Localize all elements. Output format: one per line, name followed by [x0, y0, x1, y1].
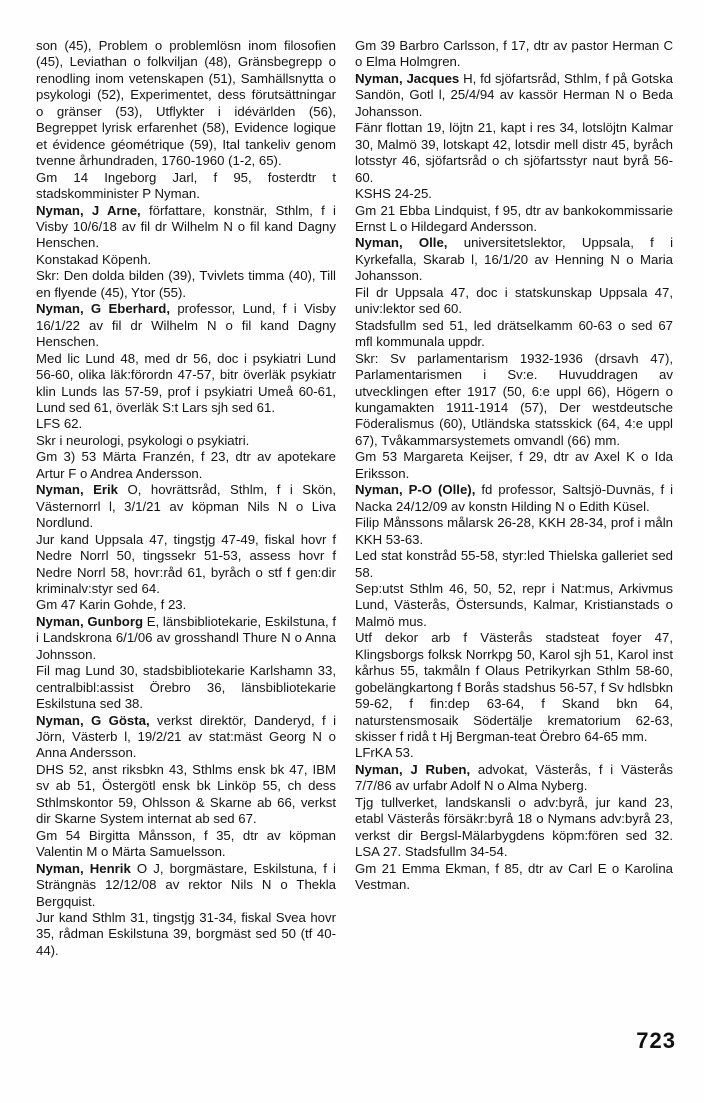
- entry-text: Jur kand Sthlm 31, tingstjg 31-34, fiskal Svea hovr 35, rådman Eskilstuna 39, borgmäst sed 50 (tf 40-44).: [36, 910, 336, 958]
- entry-paragraph: [36, 449, 336, 482]
- entry-paragraph: [355, 630, 673, 745]
- page-number: 723: [636, 1028, 676, 1053]
- entry-paragraph: [36, 268, 336, 301]
- entry-paragraph: [355, 795, 673, 861]
- entry-text: Skr: Sv parlamentarism 1932-1936 (drsavh 47), Parlamentarismen i Sv:e. Huvuddragen av utvecklingen efter 1917 (50, 6:e uppl 66), Högern o kungamakten 1911-1914 (57), Der westdeutsche Föderalismus (60), Utländska statsskick (64, 4:e uppl 67), Tvåkammarsystemets omvandl (66) mm.: [355, 350, 673, 448]
- entry-paragraph: [36, 663, 336, 712]
- entry-text: Gm 14 Ingeborg Jarl, f 95, fosterdtr t stadskomminister P Nyman.: [36, 169, 336, 202]
- entry-text: Konstakad Köpenh.: [36, 251, 152, 267]
- entry-paragraph: [36, 38, 336, 170]
- entry-text: LFS 62.: [36, 416, 83, 432]
- entry-name: Nyman, Olle,: [355, 235, 448, 251]
- entry-text: Fänr flottan 19, löjtn 21, kapt i res 34, lotslöjtn Kalmar 30, Malmö 39, lotskapt 42, lotsdir mell distr 45, byråch lotsstyr 46, sjöfartsråd o ch sjöfartsstyr naut byrå 56-60.: [355, 120, 673, 185]
- biography-entry: [36, 861, 336, 910]
- entry-name: Nyman, Erik: [36, 482, 119, 498]
- entry-paragraph: [355, 861, 673, 894]
- biography-entry: [355, 71, 673, 120]
- entry-text: KSHS 24-25.: [355, 186, 432, 202]
- entry-text: Led stat konstråd 55-58, styr:led Thielska galleriet sed 58.: [355, 548, 673, 580]
- entry-name: Nyman, P-O (Olle),: [355, 482, 476, 498]
- entry-paragraph: [36, 170, 336, 203]
- entry-text: DHS 52, anst riksbkn 43, Sthlms ensk bk 47, IBM sv ab 51, Östergötl ensk bk Linköp 55, ch dess Sthlmskontor 59, Ohlsson & Skarne ab 66, verkst dir Skarne System internat ab sed 67.: [36, 761, 336, 827]
- entry-text: författare, konstnär, Sthlm, f i Visby 10/6/18 av fil dr Wilhelm N o fil kand Dagny Henschen.: [36, 202, 336, 251]
- entry-text: Gm 47 Karin Gohde, f 23.: [36, 597, 187, 613]
- entry-name: Nyman, J Ruben,: [355, 761, 471, 777]
- biography-entry: [36, 713, 336, 762]
- right-column: [355, 38, 673, 894]
- entry-paragraph: [355, 186, 673, 202]
- entry-paragraph: [36, 416, 336, 432]
- entry-paragraph: [36, 597, 336, 613]
- entry-text: Gm 21 Emma Ekman, f 85, dtr av Carl E o Karolina Vestman.: [355, 860, 673, 893]
- entry-paragraph: [355, 351, 673, 450]
- entry-paragraph: [355, 285, 673, 318]
- entry-paragraph: [355, 745, 673, 761]
- biography-entry: [355, 235, 673, 284]
- biography-entry: [36, 614, 336, 663]
- entry-text: Gm 3) 53 Märta Franzén, f 23, dtr av apotekare Artur F o Andrea Andersson.: [36, 449, 336, 481]
- entry-text: verkst direktör, Danderyd, f i Jörn, Västerb l, 19/2/21 av stat:mäst Georg N o Anna Andersson.: [36, 712, 337, 761]
- entry-text: son (45), Problem o problemlösn inom filosofien (45), Leviathan o folkviljan (48), Gränsbegrepp o renodling inom vetenskapen (51), Samhällsnytta o psykologi (52), Experimentet, dess förutsättningar o gränser (53), Utflykter i idévärlden (56), Begreppet lyrisk erfarenhet (58), Evidence logique et évidence géométrique (59), Ital tankeliv genom tvenne århundraden, 1760-1960 (1-2, 65).: [36, 38, 336, 169]
- biography-entry: [36, 203, 336, 252]
- entry-paragraph: [355, 203, 673, 236]
- entry-name: Nyman, G Eberhard,: [36, 301, 171, 317]
- entry-text: fd professor, Saltsjö-Duvnäs, f i Nacka 24/12/09 av konstn Hilding N o Edith Küsel.: [355, 482, 674, 514]
- entry-text: Gm 53 Margareta Keijser, f 29, dtr av Axel K o Ida Eriksson.: [355, 449, 673, 481]
- entry-text: Fil dr Uppsala 47, doc i statskunskap Uppsala 47, univ:lektor sed 60.: [355, 284, 673, 317]
- entry-text: Utf dekor arb f Västerås stadsteat foyer 47, Klingsborgs folksk Norrkpg 50, Karol sjh 51, Karol inst kårhus 55, takmåln f Olaus Petrikyrkan Sthlm 58-60, gobelängkartong f Borås stadshus 56-57, f Sv hdlsbkn 59-62, f fin:dep 63-64, f Skand bkn 64, naturstensmosaik Södertälje krematorium 62-63, skisser f ridå t Hj Bergman-teat Örebro 64-65 mm.: [355, 630, 673, 745]
- entry-paragraph: [36, 252, 336, 268]
- entry-paragraph: [355, 581, 673, 630]
- entry-text: LFrKA 53.: [355, 745, 414, 761]
- entry-paragraph: [36, 910, 336, 959]
- entry-text: universitetslektor, Uppsala, f i Kyrkefalla, Skarab l, 16/1/20 av Henning N o Maria Johansson.: [355, 235, 673, 284]
- entry-text: O J, borgmästare, Eskilstuna, f i Strängnäs 12/12/08 av rektor Nils N o Thekla Bergquist.: [36, 860, 336, 909]
- entry-text: Stadsfullm sed 51, led drätselkamm 60-63 o sed 67 mfl kommunala uppdr.: [355, 317, 673, 350]
- entry-text: Gm 21 Ebba Lindquist, f 95, dtr av bankokommissarie Ernst L o Hildegard Andersson.: [355, 202, 673, 234]
- entry-paragraph: [355, 318, 673, 351]
- entry-text: Skr: Den dolda bilden (39), Tvivlets timma (40), Till en flyende (45), Ytor (55).: [36, 268, 336, 300]
- biography-entry: [355, 482, 673, 515]
- entry-name: Nyman, Jacques: [355, 70, 460, 86]
- entry-name: Nyman, G Gösta,: [36, 712, 150, 728]
- entry-text: Gm 54 Birgitta Månsson, f 35, dtr av köpman Valentin M o Märta Samuelsson.: [36, 827, 336, 860]
- left-column: [36, 38, 336, 959]
- entry-paragraph: [355, 449, 673, 482]
- entry-name: Nyman, J Arne,: [36, 202, 141, 218]
- entry-text: Filip Månssons målarsk 26-28, KKH 28-34, prof i måln KKH 53-63.: [355, 515, 673, 547]
- entry-paragraph: [36, 828, 336, 861]
- entry-text: E, länsbibliotekarie, Eskilstuna, f i Landskrona 6/1/06 av grosshandl Thure N o Anna Johnsson.: [36, 613, 337, 662]
- entry-text: Gm 39 Barbro Carlsson, f 17, dtr av pastor Herman C o Elma Holmgren.: [355, 38, 673, 70]
- biography-entry: [36, 482, 336, 531]
- entry-paragraph: [36, 351, 336, 417]
- entry-text: advokat, Västerås, f i Västerås 7/7/86 av urfabr Adolf N o Alma Nyberg.: [355, 761, 673, 794]
- entry-text: Med lic Lund 48, med dr 56, doc i psykiatri Lund 56-60, olika läk:förordn 47-57, bitr överläk psykiatr klin Lunds las 57-59, prof i psykiatri Umeå 60-61, Lund sed 61, överläk S:t Lars sjh sed 61.: [36, 350, 336, 415]
- entry-text: Fil mag Lund 30, stadsbibliotekarie Karlshamn 33, centralbibl:assist Örebro 36, länsbibliotekarie Eskilstuna sed 38.: [36, 663, 336, 712]
- entry-text: Skr i neurologi, psykologi o psykiatri.: [36, 432, 250, 448]
- entry-text: professor, Lund, f i Visby 16/1/22 av fil dr Wilhelm N o fil kand Dagny Henschen.: [36, 301, 336, 350]
- biography-entry: [355, 762, 673, 795]
- entry-paragraph: [355, 38, 673, 71]
- entry-text: O, hovrättsråd, Sthlm, f i Skön, Västernorrl l, 3/1/21 av köpman Nils N o Liva Nordlund.: [36, 482, 337, 531]
- entry-paragraph: [36, 762, 336, 828]
- entry-text: Tjg tullverket, landskansli o adv:byrå, jur kand 23, etabl Västerås försäkr:byrå 18 o Nymans adv:byrå 23, verkst dir Bergsl-Mälarbygdens köpm:fören sed 32. LSA 27. Stadsfullm 34-54.: [355, 794, 673, 860]
- entry-paragraph: [355, 548, 673, 581]
- entry-paragraph: [36, 532, 336, 598]
- entry-name: Nyman, Gunborg: [36, 613, 144, 629]
- entry-name: Nyman, Henrik: [36, 860, 131, 876]
- entry-text: Jur kand Uppsala 47, tingstjg 47-49, fiskal hovr f Nedre Norrl 50, tingssekr 51-53, assess hovr f Nedre Norrl 58, hovr:råd 61, byråch o stf f gen:dir kriminalv:styr sed 64.: [36, 531, 336, 596]
- entry-text: Sep:utst Sthlm 46, 50, 52, repr i Nat:mus, Arkivmus Lund, Västerås, Östersunds, Kalmar, Kristianstads o Malmö mus.: [355, 580, 673, 629]
- entry-text: H, fd sjöfartsråd, Sthlm, f på Gotska Sandön, Gotl l, 25/4/94 av kassör Herman N o Beda Johansson.: [355, 70, 674, 119]
- entry-paragraph: [36, 433, 336, 449]
- biography-entry: [36, 301, 336, 350]
- entry-paragraph: [355, 120, 673, 186]
- entry-paragraph: [355, 515, 673, 548]
